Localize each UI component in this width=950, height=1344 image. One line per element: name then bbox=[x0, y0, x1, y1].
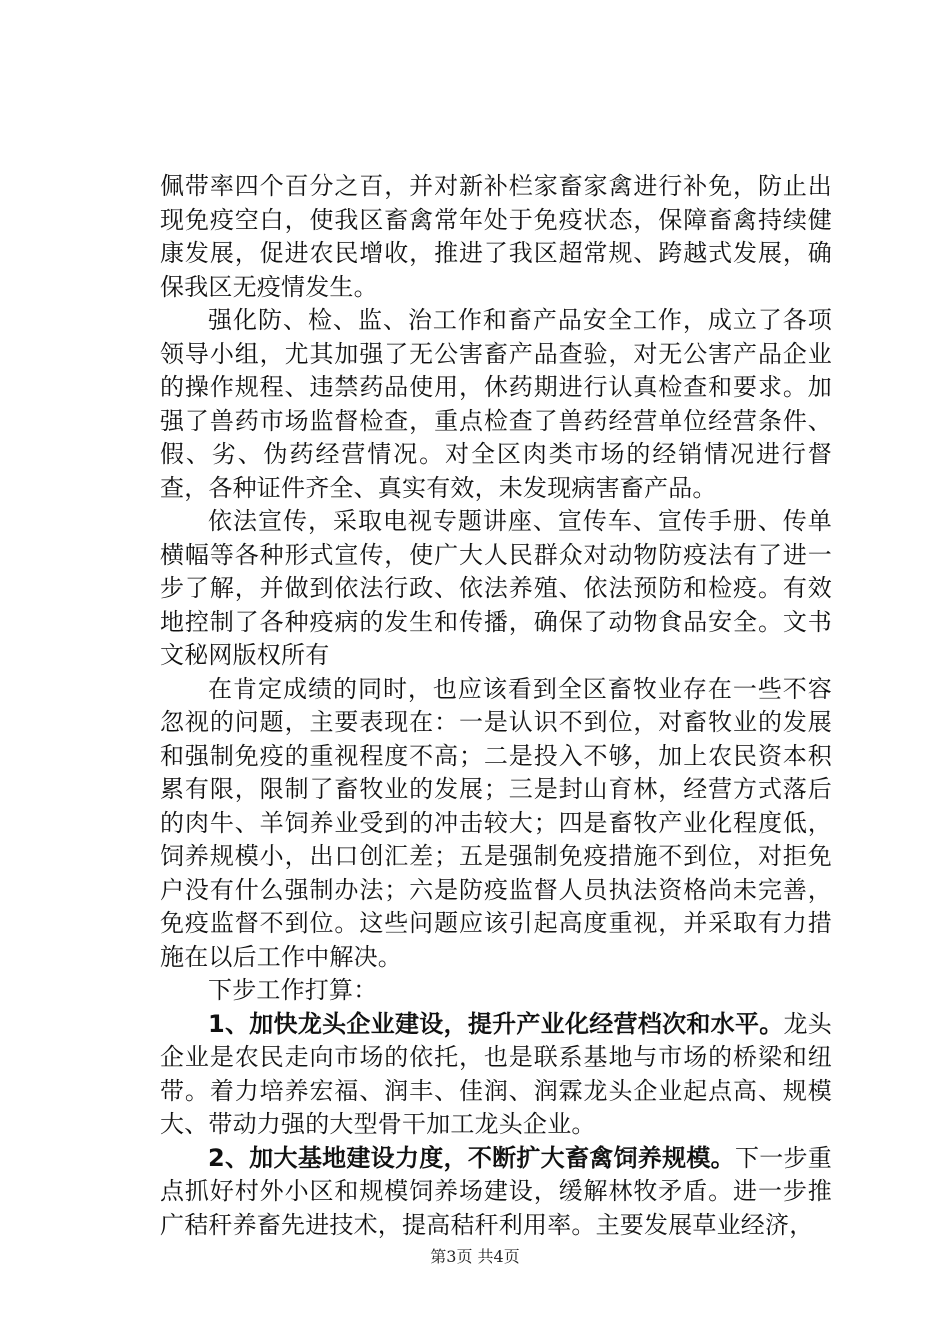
document-body bbox=[160, 170, 832, 1242]
paragraph-1: 佩带率四个百分之百，并对新补栏家畜家禽进行补免，防止出现免疫空白，使我区畜禽常年处于免疫状态，保障畜禽持续健康发展，促进农民增收，推进了我区超常规、跨越式发展，确保我区无疫情发生。 bbox=[160, 172, 832, 301]
paragraph-7-heading: 2、加大基地建设力度，不断扩大畜禽饲养规模。 bbox=[208, 1143, 735, 1172]
paragraph-7 bbox=[160, 1142, 832, 1243]
paragraph-7-text: 下一步重点抓好村外小区和规模饲养场建设，缓解林牧矛盾。进一步推广秸秆养畜先进技术，提高秸秆利用率。主要发展草业经济， bbox=[160, 1143, 832, 1239]
page-footer: 第3页 共4页 bbox=[430, 1247, 520, 1266]
paragraph-2: 强化防、检、监、治工作和畜产品安全工作，成立了各项领导小组，尤其加强了无公害畜产品查验，对无公害产品企业的操作规程、违禁药品使用，休药期进行认真检查和要求。加强了兽药市场监督检查，重点检查了兽药经营单位经营条件、假、劣、伪药经营情况。对全区肉类市场的经销情况进行督查，各种证件齐全、真实有效，未发现病害畜产品。 bbox=[160, 306, 832, 502]
paragraph-5: 下步工作打算： bbox=[208, 976, 378, 1004]
paragraph-6-heading: 1、加快龙头企业建设，提升产业化经营档次和水平。 bbox=[208, 1009, 784, 1038]
paragraph-6 bbox=[160, 1008, 832, 1142]
paragraph-6-text: 龙头企业是农民走向市场的依托，也是联系基地与市场的桥梁和纽带。着力培养宏福、润丰、佳润、润霖龙头企业起点高、规模大、带动力强的大型骨干加工龙头企业。 bbox=[160, 1009, 832, 1138]
paragraph-3: 依法宣传，采取电视专题讲座、宣传车、宣传手册、传单横幅等各种形式宣传，使广大人民群众对动物防疫法有了进一步了解，并做到依法行政、依法养殖、依法预防和检疫。有效地控制了各种疫病的发生和传播，确保了动物食品安全。文书文秘网版权所有 bbox=[160, 507, 832, 669]
paragraph-4: 在肯定成绩的同时，也应该看到全区畜牧业存在一些不容忽视的问题，主要表现在：一是认识不到位，对畜牧业的发展和强制免疫的重视程度不高；二是投入不够，加上农民资本积累有限，限制了畜牧业的发展；三是封山育林，经营方式落后的肉牛、羊饲养业受到的冲击较大；四是畜牧产业化程度低，饲养规模小，出口创汇差；五是强制免疫措施不到位，对拒免户没有什么强制办法；六是防疫监督人员执法资格尚未完善，免疫监督不到位。这些问题应该引起高度重视，并采取有力措施在以后工作中解决。 bbox=[160, 674, 832, 971]
